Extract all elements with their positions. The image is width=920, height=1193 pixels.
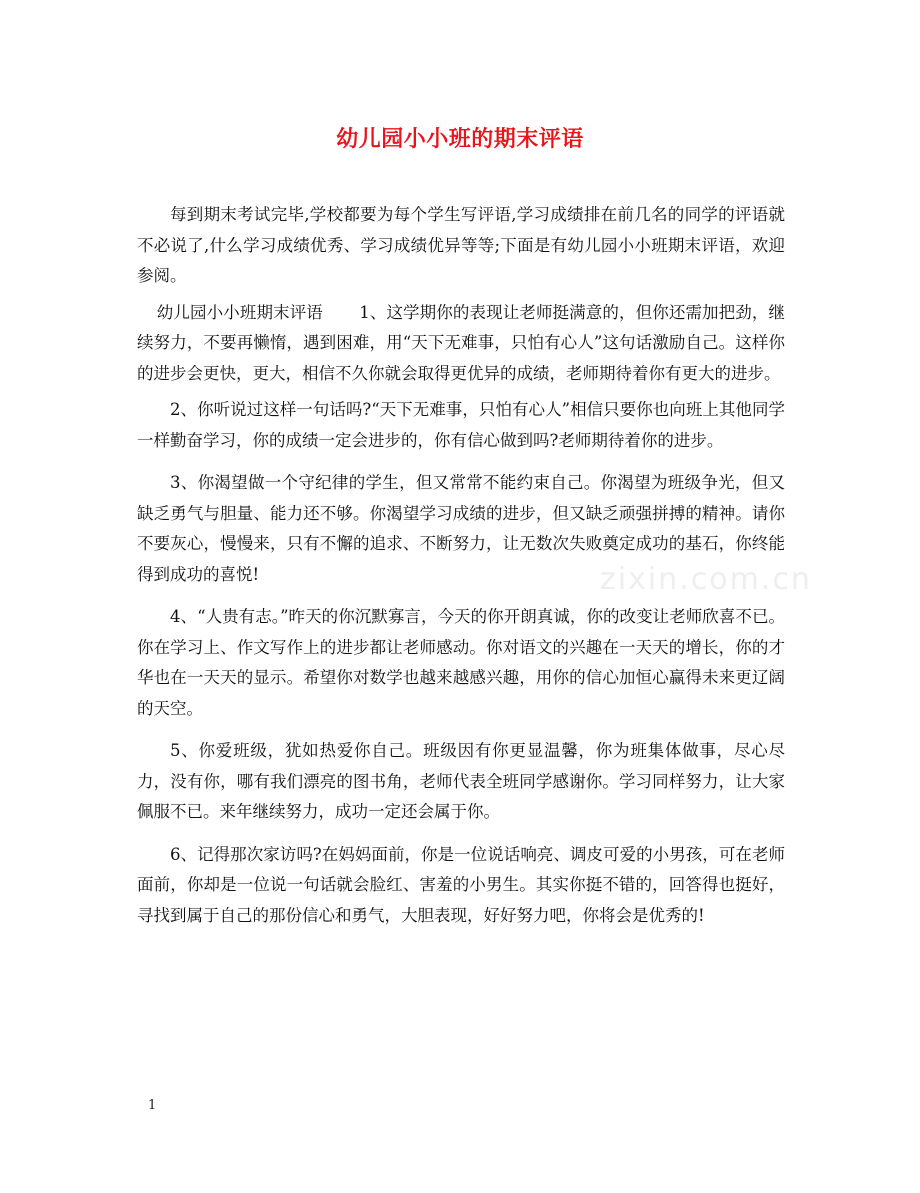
comment-paragraph-4: 4、“人贵有志。”昨天的你沉默寡言，今天的你开朗真诚，你的改变让老师欣喜不已。你在学习上、作文写作上的进步都让老师感动。你对语文的兴趣在一天天的增长，你的才华也在一天天的显示。希望你对数学也越来越感兴趣，用你的信心加恒心赢得未来更辽阔的天空。: [137, 607, 785, 718]
comment-paragraph-6: 6、记得那次家访吗?在妈妈面前，你是一位说话响亮、调皮可爱的小男孩，可在老师面前，你却是一位说一句话就会脸红、害羞的小男生。其实你挺不错的，回答得也挺好，寻找到属于自己的那份信心和勇气，大胆表现，好好努力吧，你将会是优秀的!: [137, 844, 785, 925]
intro-paragraph: 每到期末考试完毕,学校都要为每个学生写评语,学习成绩排在前几名的同学的评语就不必说了,什么学习成绩优秀、学习成绩优异等等;下面是有幼儿园小小班期末评语，欢迎参阅。: [137, 205, 785, 285]
page-title: 幼儿园小小班的期末评语: [336, 126, 584, 152]
page-number: 1: [148, 1098, 157, 1113]
comment-paragraph-1: [137, 298, 785, 390]
section-heading: 幼儿园小小班期末评语: [156, 302, 323, 322]
comment-text-1: 1、这学期你的表现让老师挺满意的，但你还需加把劲，继续努力，不要再懒惰，遇到困难，用“天下无难事，只怕有心人”这句话激励自己。这样你的进步会更快，更大，相信不久你就会取得更优异的成绩，老师期待着你有更大的进步。: [137, 302, 786, 383]
comment-paragraph-3: 3、你渴望做一个守纪律的学生，但又常常不能约束自己。你渴望为班级争光，但又缺乏勇气与胆量、能力还不够。你渴望学习成绩的进步，但又缺乏顽强拼搏的精神。请你不要灰心，慢慢来，只有不懈的追求、不断努力，让无数次失败奠定成功的基石，你终能得到成功的喜悦!: [137, 473, 785, 584]
comment-paragraph-5: 5、你爱班级，犹如热爱你自己。班级因有你更显温馨，你为班集体做事，尽心尽力，没有你，哪有我们漂亮的图书角，老师代表全班同学感谢你。学习同样努力，让大家佩服不已。来年继续努力，成功一定还会属于你。: [137, 741, 785, 821]
watermark: zixin.com.cn: [600, 562, 812, 597]
comment-paragraph-2: 2、你听说过这样一句话吗?“天下无难事，只怕有心人”相信只要你也向班上其他同学一样勤奋学习，你的成绩一定会进步的，你有信心做到吗?老师期待着你的进步。: [137, 400, 785, 450]
document-body: [137, 200, 785, 943]
